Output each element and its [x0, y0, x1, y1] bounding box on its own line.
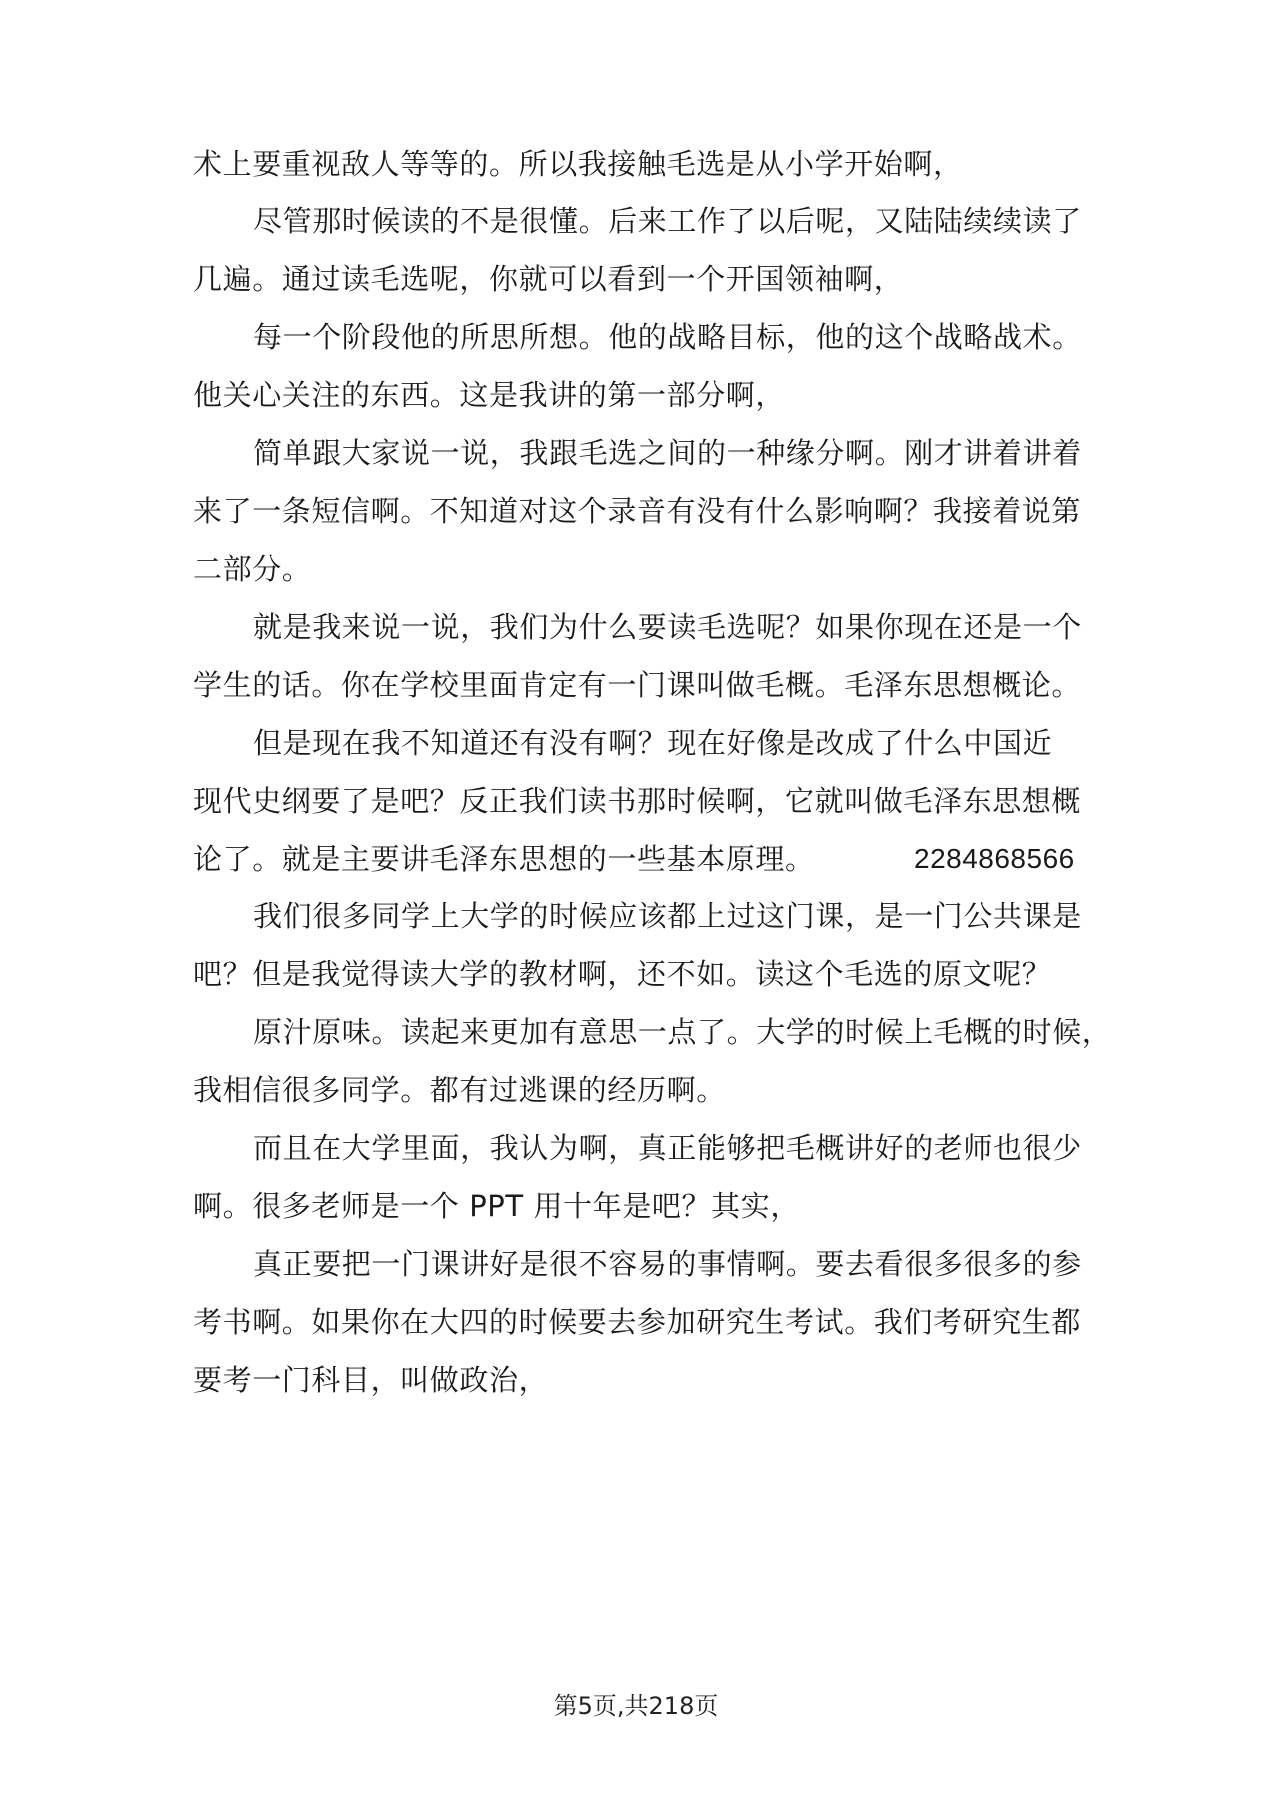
text-line: 啊。很多老师是一个 PPT 用十年是吧？其实，	[193, 1189, 800, 1223]
text-line: 真正要把一门课讲好是很不容易的事情啊。要去看很多很多的参	[253, 1247, 1082, 1281]
inline-number: 2284868566	[914, 843, 1075, 874]
text-line: 他关心关注的东西。这是我讲的第一部分啊，	[193, 378, 786, 412]
text-line: 考书啊。如果你在大四的时候要去参加研究生考试。我们考研究生都	[193, 1305, 1082, 1339]
page-footer: 第5页,共218页	[553, 1692, 719, 1720]
text-line: 来了一条短信啊。不知道对这个录音有没有什么影响啊？我接着说第	[193, 494, 1082, 528]
text-line: 学生的话。你在学校里面肯定有一门课叫做毛概。毛泽东思想概论。	[193, 668, 1082, 702]
text-line: 原汁原味。读起来更加有意思一点了。大学的时候上毛概的时候，	[253, 1015, 1112, 1049]
text-line: 就是我来说一说，我们为什么要读毛选呢？如果你现在还是一个	[253, 610, 1082, 644]
text-line: 我相信很多同学。都有过逃课的经历啊。	[193, 1073, 726, 1107]
text-line: 要考一门科目，叫做政治，	[193, 1363, 549, 1397]
text-line: 现代史纲要了是吧？反正我们读书那时候啊，它就叫做毛泽东思想概	[193, 784, 1082, 818]
text-line: 论了。就是主要讲毛泽东思想的一些基本原理。	[193, 842, 815, 876]
text-line: 吧？但是我觉得读大学的教材啊，还不如。读这个毛选的原文呢？	[193, 957, 1052, 991]
text-line: 而且在大学里面，我认为啊，真正能够把毛概讲好的老师也很少	[253, 1131, 1082, 1165]
text-line: 尽管那时候读的不是很懂。后来工作了以后呢，又陆陆续续读了	[253, 204, 1082, 238]
text-line: 几遍。通过读毛选呢，你就可以看到一个开国领袖啊，	[193, 262, 904, 296]
text-line: 二部分。	[193, 552, 312, 586]
text-line: 简单跟大家说一说，我跟毛选之间的一种缘分啊。刚才讲着讲着	[253, 436, 1082, 470]
text-line: 我们很多同学上大学的时候应该都上过这门课，是一门公共课是	[253, 899, 1082, 933]
text-line: 每一个阶段他的所思所想。他的战略目标，他的这个战略战术。	[253, 320, 1082, 354]
text-line: 但是现在我不知道还有没有啊？现在好像是改成了什么中国近	[253, 726, 1053, 760]
text-line: 术上要重视敌人等等的。所以我接触毛选是从小学开始啊，	[193, 147, 963, 181]
